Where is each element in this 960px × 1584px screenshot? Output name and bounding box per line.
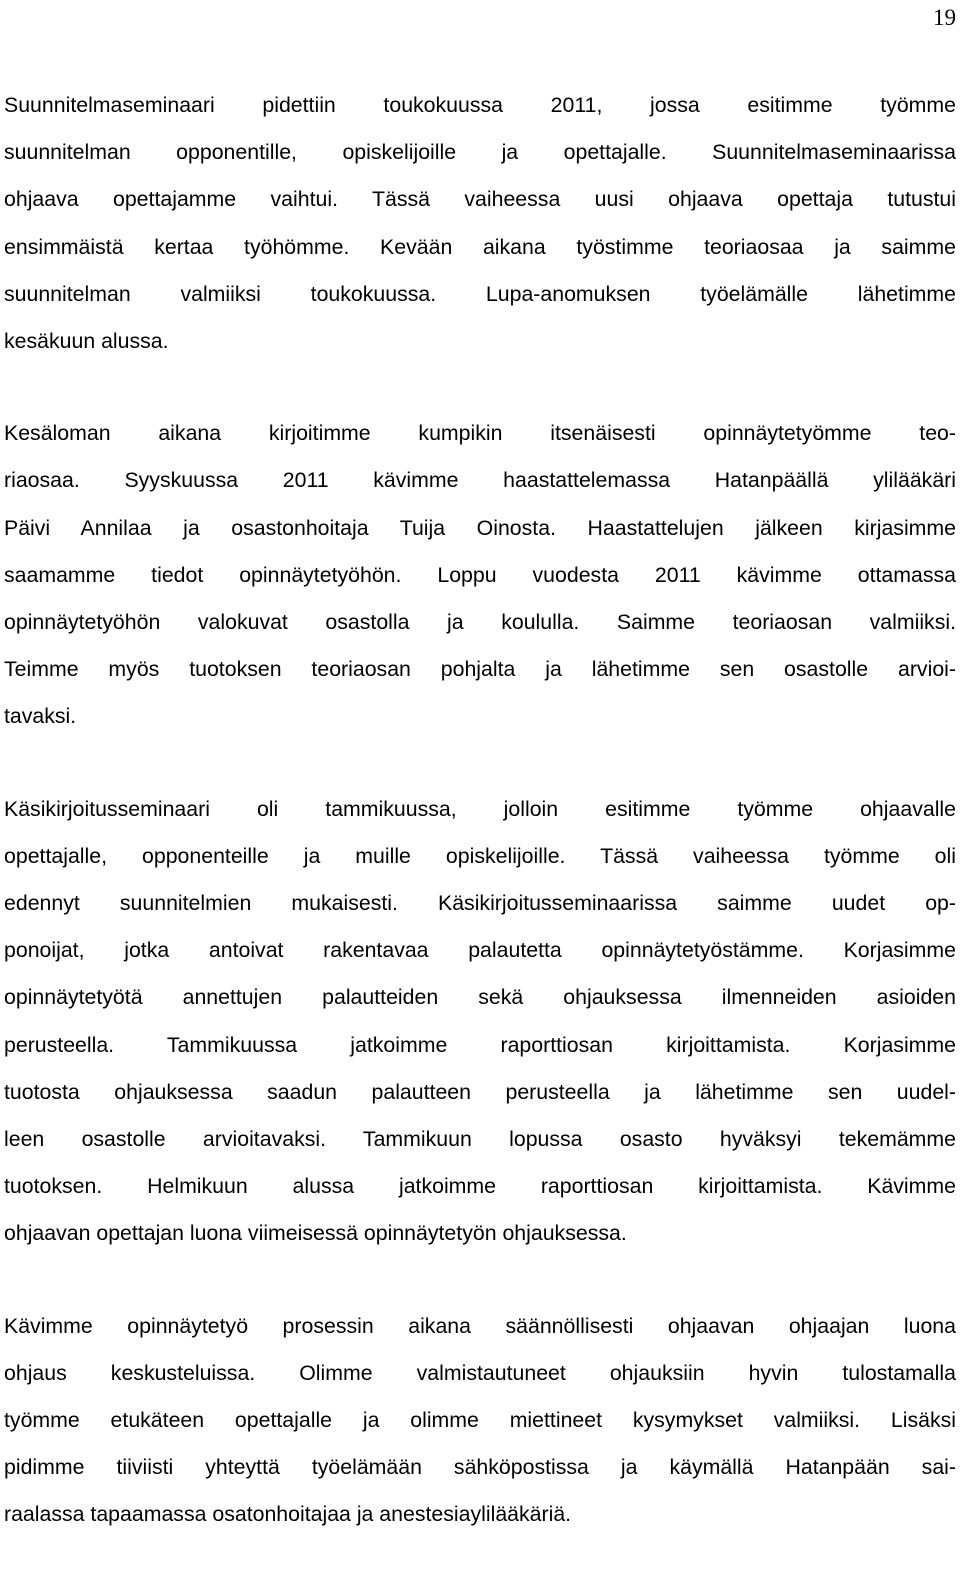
page-number: 19 (933, 5, 956, 30)
text-line: riaosaa. Syyskuussa 2011 kävimme haastattelemassa Hatanpäällä ylilääkäri (4, 468, 956, 493)
text-line: leen osastolle arvioitavaksi. Tammikuun lopussa osasto hyväksyi tekemämme (4, 1127, 956, 1152)
text-line: ohjaus keskusteluissa. Olimme valmistautuneet ohjauksiin hyvin tulostamalla (4, 1360, 956, 1385)
text-line: tavaksi. (4, 704, 77, 729)
text-line: Kesäloman aikana kirjoitimme kumpikin itsenäisesti opinnäytetyömme teo- (4, 421, 956, 446)
paragraph-manuscript-seminar (4, 786, 956, 1258)
paragraph-supervision (4, 1303, 956, 1539)
text-line: Kävimme opinnäytetyö prosessin aikana säännöllisesti ohjaavan ohjaajan luona (4, 1313, 956, 1338)
paragraph-planning-seminar (4, 82, 956, 365)
text-line: ohjaava opettajamme vaihtui. Tässä vaiheessa uusi ohjaava opettaja tutustui (4, 187, 956, 212)
text-line: ohjaavan opettajan luona viimeisessä opinnäytetyön ohjauksessa. (4, 1221, 627, 1246)
text-line: Teimme myös tuotoksen teoriaosan pohjalta ja lähetimme sen osastolle arvioi- (4, 657, 956, 682)
text-line: tuotoksen. Helmikuun alussa jatkoimme raporttiosan kirjoittamista. Kävimme (4, 1174, 956, 1199)
text-line: perusteella. Tammikuussa jatkoimme raporttiosan kirjoittamista. Korjasimme (4, 1032, 956, 1057)
text-line: työmme etukäteen opettajalle ja olimme miettineet kysymykset valmiiksi. Lisäksi (4, 1408, 956, 1433)
text-line: opettajalle, opponenteille ja muille opiskelijoille. Tässä vaiheessa työmme oli (4, 843, 956, 868)
text-line: suunnitelman valmiiksi toukokuussa. Lupa-anomuksen työelämälle lähetimme (4, 281, 956, 306)
paragraph-summer-work (4, 410, 956, 740)
text-line: pidimme tiiviisti yhteyttä työelämään sähköpostissa ja käymällä Hatanpään sai- (4, 1455, 956, 1480)
text-line: kesäkuun alussa. (4, 329, 169, 354)
text-line: suunnitelman opponentille, opiskelijoille ja opettajalle. Suunnitelmaseminaarissa (4, 140, 956, 165)
text-line: saamamme tiedot opinnäytetyöhön. Loppu vuodesta 2011 kävimme ottamassa (4, 562, 956, 587)
text-line: ponoijat, jotka antoivat rakentavaa palautetta opinnäytetyöstämme. Korjasimme (4, 938, 956, 963)
text-line: Käsikirjoitusseminaari oli tammikuussa, jolloin esitimme työmme ohjaavalle (4, 796, 956, 821)
text-line: raalassa tapaamassa osatonhoitajaa ja anestesiaylilääkäriä. (4, 1502, 572, 1527)
text-line: Päivi Annilaa ja osastonhoitaja Tuija Oinosta. Haastattelujen jälkeen kirjasimme (4, 515, 956, 540)
text-line: opinnäytetyötä annettujen palautteiden sekä ohjauksessa ilmenneiden asioiden (4, 985, 956, 1010)
text-line: Suunnitelmaseminaari pidettiin toukokuussa 2011, jossa esitimme työmme (4, 93, 956, 117)
text-line: opinnäytetyöhön valokuvat osastolla ja koululla. Saimme teoriaosan valmiiksi. (4, 610, 956, 635)
text-line: ensimmäistä kertaa työhömme. Kevään aikana työstimme teoriaosaa ja saimme (4, 234, 956, 259)
page-body (4, 82, 956, 1584)
text-line: edennyt suunnitelmien mukaisesti. Käsikirjoitusseminaarissa saimme uudet op- (4, 891, 956, 916)
text-line: tuotosta ohjauksessa saadun palautteen perusteella ja lähetimme sen uudel- (4, 1079, 956, 1104)
